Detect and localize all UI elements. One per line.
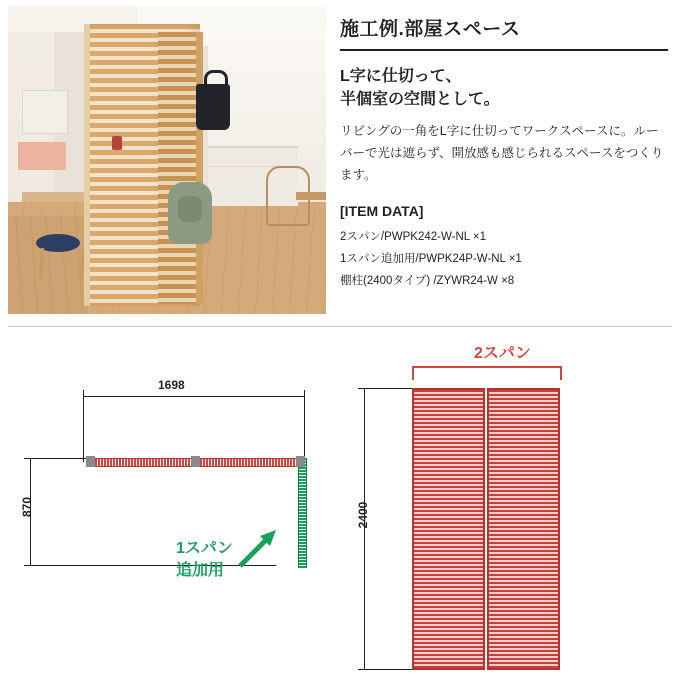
elevation-height-tick-bottom	[358, 669, 370, 670]
page-title: 施工例.部屋スペース	[340, 19, 521, 40]
photo-table	[296, 192, 326, 200]
photo-stool-legs	[39, 248, 85, 280]
plan-addition-note-line-1: 1スパン	[176, 540, 233, 557]
elevation-panel	[487, 388, 560, 670]
lead-line-2: 半個室の空間として。	[340, 91, 500, 109]
span-dimension-line	[412, 366, 562, 368]
item-data-heading: [ITEM DATA]	[340, 203, 424, 219]
item-line: 棚柱(2400タイプ) /ZYWR24-W ×8	[340, 274, 515, 287]
plan-drawing	[8, 330, 332, 680]
plan-depth-dimension-label: 870	[20, 496, 34, 518]
top-section	[0, 0, 680, 320]
plan-width-tick-right	[304, 390, 305, 402]
plan-width-dimension-line	[83, 396, 305, 397]
plan-width-tick-left	[83, 390, 84, 402]
span-label: 2スパン	[474, 345, 531, 362]
span-tick-right	[560, 366, 562, 380]
item-line: 1スパン追加用/PWPK24P-W-NL ×1	[340, 252, 522, 265]
photo-louver-frame-right	[196, 32, 203, 304]
photo-desk	[22, 192, 88, 202]
lead-line-1: L字に仕切って、	[340, 68, 462, 85]
section-divider	[8, 326, 672, 327]
plan-extension-left	[83, 402, 84, 462]
plan-post-middle	[191, 456, 200, 467]
plan-width-dimension-label: 1698	[158, 378, 185, 392]
plan-depth-tick-bottom	[24, 565, 36, 566]
plan-partition-addition	[298, 458, 307, 568]
elevation-height-dimension-label: 2400	[356, 501, 370, 529]
item-line: 2スパン/PWPK242-W-NL ×1	[340, 231, 487, 243]
addition-arrow-icon	[236, 526, 280, 570]
elevation-panel	[412, 388, 485, 670]
elevation-height-tick-top	[358, 388, 370, 389]
plan-extension-top	[36, 458, 86, 459]
room-photo	[8, 6, 326, 314]
plan-post-left	[86, 456, 95, 467]
plan-addition-note-line-2: 追加用	[176, 561, 225, 579]
plan-addition-note	[176, 538, 233, 581]
plan-post-corner	[296, 456, 305, 467]
elevation-extension-bottom	[370, 669, 412, 670]
photo-poster-lower	[18, 142, 66, 170]
elevation-drawing	[336, 330, 680, 680]
title-divider	[340, 49, 668, 51]
plan-extension-right	[304, 402, 305, 462]
elevation-extension-top	[370, 388, 412, 389]
span-tick-left	[412, 366, 414, 380]
photo-backpack	[168, 182, 212, 244]
plan-depth-tick-top	[24, 458, 36, 459]
photo-hanging-bag	[196, 84, 230, 130]
info-column	[340, 14, 668, 293]
photo-louver-frame-left	[84, 24, 90, 306]
photo-shelf-item	[112, 136, 122, 150]
drawings-section	[0, 330, 680, 680]
body-text: リビングの一角をL字に仕切ってワークスペースに。ルーバーで光は遮らず、開放感も感じられるスペースをつくります。	[340, 124, 664, 183]
lead-text	[340, 65, 668, 111]
photo-poster-upper	[22, 90, 68, 134]
